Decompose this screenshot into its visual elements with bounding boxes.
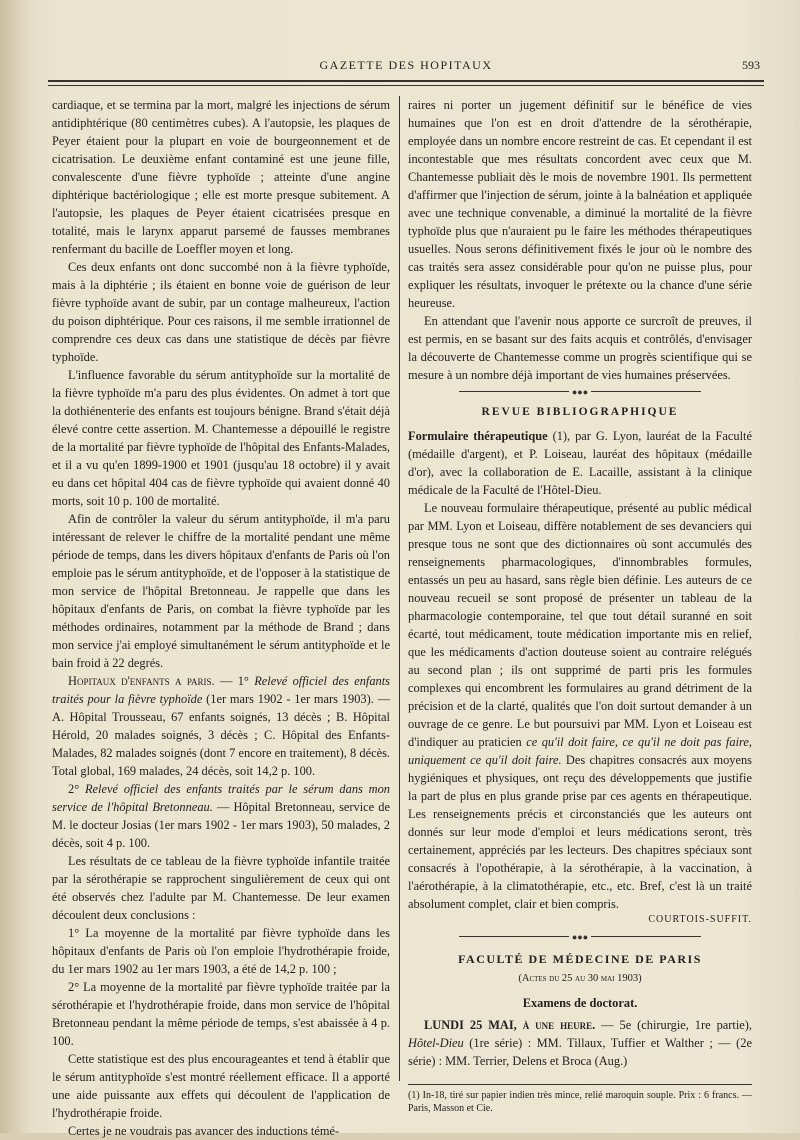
page-header [48,58,764,76]
paragraph: Afin de contrôler la valeur du sérum antityphoïde, il m'a paru intéressant de relever le chiffre de la mortalité pendant une même période de temps, dans les divers hôpitaux d'enfants de Paris où l'on emploie pas le sérum antityphoïde, et de l'opposer à la statistique de mon service de l'hôpital Bretonneau. Je rappelle que dans les hôpitaux d'enfants de Paris, on combat la fièvre typhoïde par les méthodes ordinaires, notamment par la méthode de Brand ; dans mon service j'ai employé simultanément le sérum antityphoïde et le bain froid à 22 degrés. [52,512,390,670]
column-divider [399,96,400,1081]
review-italic: ce qu'il doit faire, ce qu'il ne doit pas faire, uniquement ce qu'il doit faire. [408,734,752,767]
list-number: 2° [68,782,85,796]
section-title: REVUE BIBLIOGRAPHIQUE [481,405,679,418]
paragraph: Ces deux enfants ont donc succombé non à la fièvre typhoïde, mais à la diphtérie ; ils étaient en bonne voie de guérison de leur fièvre typhoïde avant de subir, par un contage malheureux, l'action du poison diphtérique. Pour ces raisons, il me semble irrationnel de comprendre ces deux cas dans une statistique de décès par fièvre typhoïde. [52,260,390,364]
left-column [52,96,390,1140]
paragraph: cardiaque, et se termina par la mort, malgré les injections de sérum antidiphtérique (80 centimètres cubes). A l'autopsie, les plaques de Peyer étaient pour la plupart en voie de bourgeonnement et de cicatrisation. Le deuxième enfant contaminé est une jeune fille, convalescente d'une fièvre typhoïde ; atteinte d'une angine diphtérique bactériologique ; elle est morte presque subitement. A l'autopsie, les plaques de Peyer étaient cicatrisées presque en totalité, mais le larynx apparut parsemé de fausses membranes renfermant du bacille de Loeffler moyen et long. [52,98,390,256]
statistics-paragraph [52,780,390,852]
faculty-title: FACULTÉ DE MÉDECINE DE PARIS [458,951,702,966]
exam-day: LUNDI 25 MAI, à une heure. [424,1017,596,1032]
italic-title: Relevé officiel des enfants traités par le sérum dans mon service de l'hôpital Bretonneau. [52,782,390,814]
book-entry [408,427,752,499]
ornament-separator: ●●● [408,386,752,397]
paragraph: Cette statistique est des plus encourageantes et tend à établir que le sérum antityphoïde s'est montré réellement efficace. Il a apporté une aide puissante aux effets qui découlent de l'application de l'hydrothérapie froide. [52,1052,390,1120]
exam-paragraph [408,1016,752,1070]
header-rule [48,80,764,86]
paragraph: raires ni porter un jugement définitif sur le bénéfice de vies humaines que l'on est en droit d'attendre de la sérothérapie, employée dans un nombre encore restreint de cas. Et cependant il est incontestable que mes résultats concordent avec ceux que M. Chantemesse publiait dès le mois de novembre 1901. Ils permettent d'affirmer que l'injection de sérum, jointe à la balnéation et appliquée avec une technique convenable, a diminué la mortalité de la fièvre typhoïde plus que n'auraient pu le faire les méthodes thérapeutiques usuelles. Nous serons définitivement fixés le jour où le nombre des cas traités sera assez considérable pour qu'on ne puisse plus, pour expliquer les résultats, invoquer le prétexte ou la chance d'une série heureuse. [408,98,752,310]
statistics-paragraph [52,672,390,780]
paragraph: En attendant que l'avenir nous apporte ce surcroît de preuves, il est permis, en se basant sur des faits acquis et contrôlés, d'envisager la découverte de Chantemesse comme un progrès scientifique qui se mesure à un nombre déjà important de vies humaines préservées. [408,314,752,382]
paragraph: L'influence favorable du sérum antityphoïde sur la mortalité de la fièvre typhoïde m'a paru des plus évidentes. On admet à tort que la dothiénenterie des enfants est toujours bénigne. Brand s'était déjà élevé contre cette assertion. M. Chantemesse a dépouillé le registre de la mortalité par fièvre typhoïde de l'hôpital des Enfants-Malades, et il a vu qu'en 1899-1900 et 1901 (jusqu'au 18 octobre) il y avait eu dans cet hôpital 404 cas de fièvre typhoïde qui avaient donné 40 morts, soit 10 p. 100 de mortalité. [52,368,390,508]
book-details: (1), par G. Lyon, lauréat de la Faculté (médaille d'argent), et P. Loiseau, lauréat des hôpitaux (médaille d'or), avec la collaboration de E. Lacaille, assistant à la clinique médicale de la Faculté de l'Hôtel-Dieu. [408,428,752,497]
statistics-text: (1er mars 1902 - 1er mars 1903). — A. Hôpital Trousseau, 67 enfants soignés, 13 décès ; B. Hôpital Hérold, 20 malades soignés, 3 décès ; C. Hôpital des Enfants-Malades, 82 malades soignés (dont 7 encore en traitement), 8 décès. Total global, 169 malades, 24 décès, soit 14,2 p. 100. [52,692,391,778]
list-number: — 1° [214,674,255,688]
paragraph: Les résultats de ce tableau de la fièvre typhoïde infantile traitée par la sérothérapie se rapprochent singulièrement de ceux qui ont été observés chez l'adulte par M. Chantemesse. De leur examen découlent deux conclusions : [52,854,390,922]
right-column [408,96,752,1115]
page-number: 593 [742,58,760,72]
review-paragraph [408,499,752,913]
paragraph: Certes je ne voudrais pas avancer des inductions témé- [68,1124,340,1138]
exam-title: Examens de doctorat. [522,995,638,1010]
footnote: (1) In-18, tiré sur papier indien très mince, relié maroquin souple. Prix : 6 francs. — Paris, Masson et Cie. [408,1089,752,1114]
review-text: Des chapitres consacrés aux moyens hygiéniques et physiques, ont reçu des développements que justifie la part de plus en plus grande prise par ces agents en thérapeutique. Les renseignements précis et circonstanciés que les auteurs ont donnés sur leur mode d'emploi et leurs médications seront, très certainement, appréciés par les lecteurs. Des chapitres spéciaux sont consacrés à l'opothérapie, à la sérothérapie, à la vaccination, à l'aérothérapie, à la climatothérapie, etc., etc. Bref, c'est là un traité absolument complet, clair et bien compris. [408,752,752,911]
hospital-label: Hopitaux d'enfants a paris. [68,674,215,688]
review-text: Le nouveau formulaire thérapeutique, présenté au public médical par MM. Lyon et Loiseau, diffère notablement de ses devanciers qui presque tous ne sont que des dictionnaires où sont accumulés des renseignements pharmacologiques, d'innombrables formules, entassés un peu au hasard, sans règle bien définie. Les auteurs de ce nouveau recueil se sont proposé de présenter un tableau de la pharmacologie contemporaine, tel que tout détail suranné en soit écarté, tout médicament, toute médication importante mis en relief, que les médicaments d'action douteuse soient au contraire relégués au second plan ; ils ont supprimé de parti pris les formules complexes qui encombrent les formulaires au grand détriment de la précision et de la clarté, qualités que l'on doit surtout demander à un ouvrage de ce genre. Le but poursuivi par MM. Lyon et Loiseau est d'indiquer au praticien [408,500,752,749]
journal-title: GAZETTE DES HOPITAUX [319,58,493,72]
footnote-rule [408,1084,752,1085]
signature: COURTOIS-SUFFIT. [648,913,752,925]
faculty-subtitle: (Actes du 25 au 30 mai 1903) [518,972,642,984]
exam-italic: Hôtel-Dieu [408,1035,464,1050]
ornament-separator: ●●● [408,931,752,942]
statistics-text: — Hôpital Bretonneau, service de M. le docteur Josias (1er mars 1902 - 1er mars 1903), 50 malades, 2 décès, soit 4 p. 100. [52,800,390,850]
book-title: Formulaire thérapeutique [408,428,548,443]
exam-text: — 5e (chirurgie, 1re partie), [595,1017,752,1032]
exam-text: (1re série) : MM. Tillaux, Tuffier et Walther ; — (2e série) : MM. Terrier, Delens et Broca (Aug.) [408,1035,752,1068]
italic-title: Relevé officiel des enfants traités pour la fièvre typhoïde [52,674,390,706]
paragraph: 1° La moyenne de la mortalité par fièvre typhoïde dans les hôpitaux d'enfants de Paris où l'on emploie l'hydrothérapie froide, du 1er mars 1902 au 1er mars 1903, a été de 14,2 p. 100 ; [52,926,390,976]
paragraph: 2° La moyenne de la mortalité par fièvre typhoïde traitée par la sérothérapie et l'hydrothérapie froide, dans mon service de l'hôpital Bretonneau pendant la même période de temps, s'est abaissée à 4 p. 100. [52,980,390,1048]
